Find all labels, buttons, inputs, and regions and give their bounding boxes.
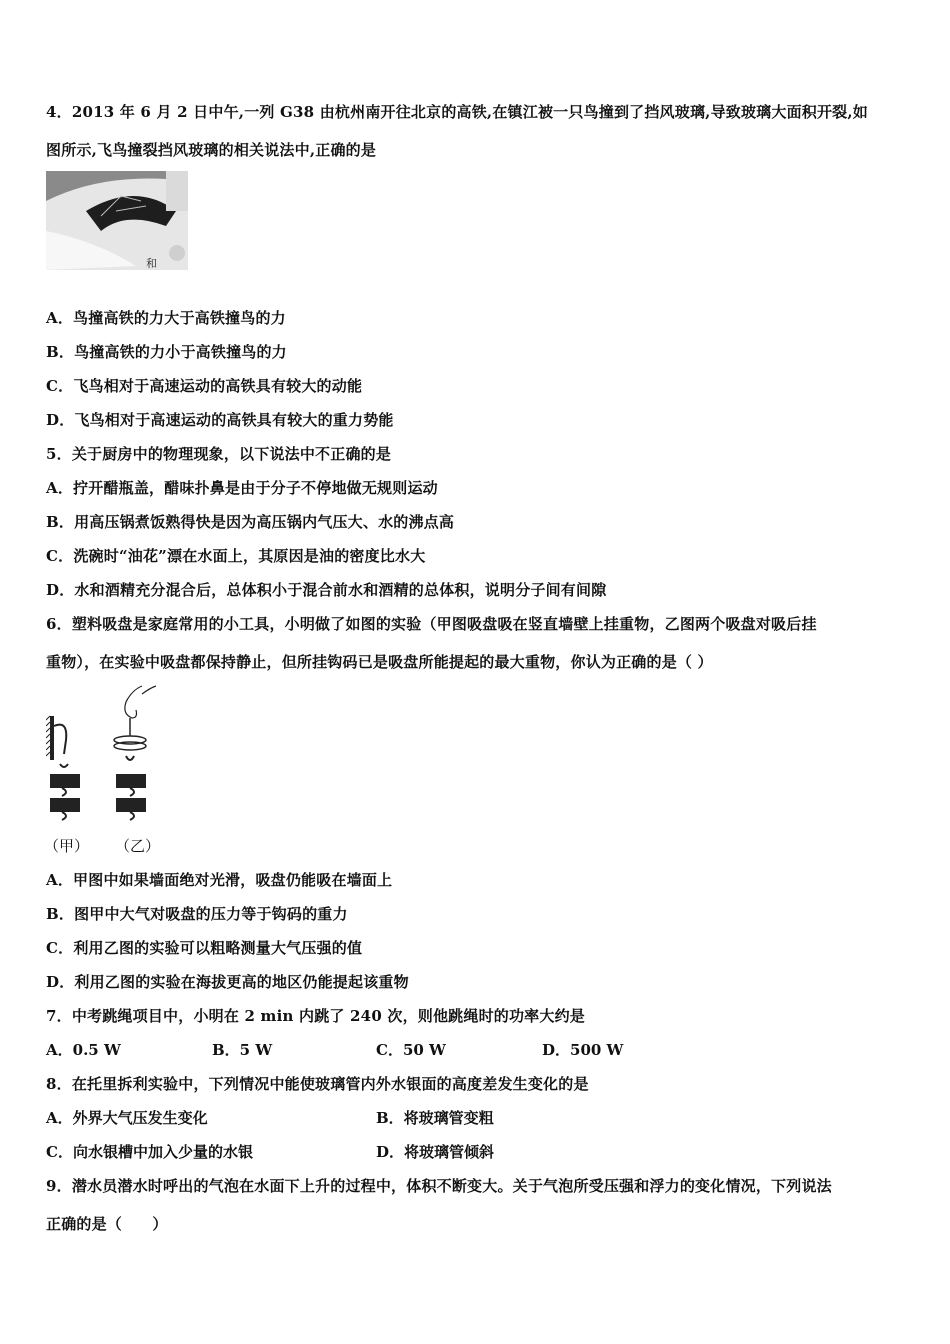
photo-text: 和 bbox=[146, 257, 157, 270]
q6-stem-line1: 6．塑料吸盘是家庭常用的小工具，小明做了如图的实验（甲图吸盘吸在竖直墙壁上挂重物，乙图两个吸盘对吸后挂 bbox=[46, 615, 817, 633]
q5-option-b: B．用高压锅煮饭熟得快是因为高压锅内气压大、水的沸点高 bbox=[46, 513, 455, 531]
q7-option-d: D．500 W bbox=[542, 1041, 624, 1059]
q7-stem: 7．中考跳绳项目中，小明在 2 min 内跳了 240 次，则他跳绳时的功率大约是 bbox=[46, 1007, 585, 1025]
q4-stem-line2: 图所示,飞鸟撞裂挡风玻璃的相关说法中,正确的是 bbox=[46, 141, 377, 159]
q9-stem-line1: 9．潜水员潜水时呼出的气泡在水面下上升的过程中，体积不断变大。关于气泡所受压强和浮力的变化情况，下列说法 bbox=[46, 1177, 832, 1195]
q8-option-d: D．将玻璃管倾斜 bbox=[376, 1143, 495, 1161]
train-windshield-photo bbox=[46, 171, 188, 270]
q6-stem-line2: 重物），在实验中吸盘都保持静止，但所挂钩码已是吸盘所能提起的最大重物，你认为正确的是（ ） bbox=[46, 653, 713, 671]
caption-yi: （乙） bbox=[115, 837, 161, 855]
q5-option-d: D．水和酒精充分混合后，总体积小于混合前水和酒精的总体积，说明分子间有间隙 bbox=[46, 581, 607, 599]
q5-option-a: A．拧开醋瓶盖，醋味扑鼻是由于分子不停地做无规则运动 bbox=[46, 479, 438, 497]
q8-option-c: C．向水银槽中加入少量的水银 bbox=[46, 1143, 253, 1161]
q9-stem-line2: 正确的是（ ） bbox=[46, 1215, 168, 1233]
q4-option-c: C．飞鸟相对于高速运动的高铁具有较大的动能 bbox=[46, 377, 363, 395]
q4-option-a: A．鸟撞高铁的力大于高铁撞鸟的力 bbox=[46, 309, 286, 327]
q4-option-b: B．鸟撞高铁的力小于高铁撞鸟的力 bbox=[46, 343, 287, 361]
q4-option-d: D．飞鸟相对于高速运动的高铁具有较大的重力势能 bbox=[46, 411, 394, 429]
caption-jia: （甲） bbox=[44, 837, 90, 855]
q7-option-b: B．5 W bbox=[212, 1041, 273, 1059]
q6-option-a: A．甲图中如果墙面绝对光滑，吸盘仍能吸在墙面上 bbox=[46, 871, 393, 889]
q6-option-b: B．图甲中大气对吸盘的压力等于钩码的重力 bbox=[46, 905, 348, 923]
suction-cup-diagram bbox=[46, 684, 176, 824]
q7-option-c: C．50 W bbox=[376, 1041, 446, 1059]
q7-option-a: A．0.5 W bbox=[46, 1041, 121, 1059]
q4-stem-line1: 4．2013 年 6 月 2 日中午,一列 G38 由杭州南开往北京的高铁,在镇江被一只鸟撞到了挡风玻璃,导致玻璃大面积开裂,如 bbox=[46, 103, 868, 121]
q8-stem: 8．在托里拆利实验中，下列情况中能使玻璃管内外水银面的高度差发生变化的是 bbox=[46, 1075, 589, 1093]
q5-stem: 5．关于厨房中的物理现象，以下说法中不正确的是 bbox=[46, 445, 392, 463]
q8-option-a: A．外界大气压发生变化 bbox=[46, 1109, 208, 1127]
q8-option-b: B．将玻璃管变粗 bbox=[376, 1109, 494, 1127]
q6-option-c: C．利用乙图的实验可以粗略测量大气压强的值 bbox=[46, 939, 363, 957]
q5-option-c: C．洗碗时“油花”漂在水面上，其原因是油的密度比水大 bbox=[46, 547, 426, 565]
q6-option-d: D．利用乙图的实验在海拔更高的地区仍能提起该重物 bbox=[46, 973, 409, 991]
